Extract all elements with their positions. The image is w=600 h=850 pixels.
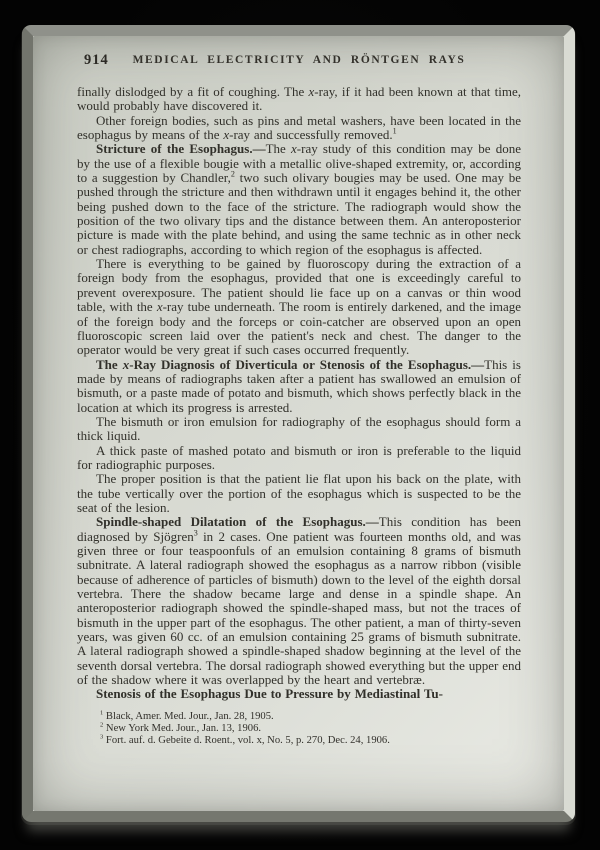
footnote: $^2$ New York Med. Jour., Jan. 13, 1906.: [100, 721, 262, 734]
paragraph: The bismuth or iron emulsion for radiography of the esophagus should form a thick liquid.: [77, 413, 521, 444]
paragraph: The x-Ray Diagnosis of Diverticula or Stenosis of the Esophagus.—This is made by means of radiographs taken after a patient has swallowed an emulsion of bismuth, or a paste made of potato and bismuth, which shows perfectly black in the location at which its progress is arrested.: [77, 356, 521, 415]
page-number: 914: [84, 52, 109, 68]
book-page: [22, 25, 575, 822]
paragraph: A thick paste of mashed potato and bismuth or iron is preferable to the liquid for radiographic purposes.: [77, 442, 521, 472]
paragraph: Stricture of the Esophagus.—The x-ray study of this condition may be done by the use of a flexible bougie with a metallic olive-shaped extremity, or, according to a suggestion by Chandler,$^2$ two such olivary bougies may be used. One may be pushed through the stricture and then withdrawn until it engages behind it, the other being pushed down to the face of the stricture. The radiograph would show the position of the two olivary tips and the distance between them. An anteroposterior picture is made with the plate behind, and using the same technic as in other neck or chest radiographs, according to which region of the esophagus is affected.: [77, 141, 522, 257]
paragraph: Other foreign bodies, such as pins and metal washers, have been located in the esophagus by means of the x-ray and successfully removed.$^1$: [77, 112, 521, 143]
page-surface: [33, 36, 564, 811]
paragraph: finally dislodged by a fit of coughing. The x-ray, if it had been known at that time, would probably have discovered it.: [77, 84, 521, 114]
footnote: $^1$ Black, Amer. Med. Jour., Jan. 28, 1905.: [100, 709, 274, 722]
footnote: $^3$ Fort. auf. d. Gebeite d. Roent., vol. x, No. 5, p. 270, Dec. 24, 1906.: [100, 733, 390, 747]
footnotes: [77, 711, 521, 748]
paragraph: The proper position is that the patient lie flat upon his back on the plate, with the tube vertically over the portion of the esophagus which is suspected to be the seat of the lesion.: [77, 471, 521, 515]
paragraph: There is everything to be gained by fluoroscopy during the extraction of a foreign body from the esophagus, provided that one is exceedingly careful to prevent overexposure. The patient should lie face up on a canvas or thin wood table, with the x-ray tube underneath. The room is entirely darkened, and the image of the foreign body and the forceps or coin-catcher are observed upon an open fluoroscopic screen laid over the patient's neck and chest. The danger to the operator would be very great if such cases occurred frequently.: [77, 256, 521, 358]
running-title: MEDICAL ELECTRICITY AND RÖNTGEN RAYS: [132, 54, 466, 66]
paragraph: Stenosis of the Esophagus Due to Pressure by Mediastinal Tu-: [96, 686, 443, 702]
running-header: [77, 50, 521, 72]
paragraph: Spindle-shaped Dilatation of the Esophagus.—This condition has been diagnosed by Sjögren$^3$ in 2 cases. One patient was fourteen months old, and was given three or four teaspoonfuls of an emulsion containing 8 grams of bismuth subnitrate. A lateral radiograph showed the esophagus as a narrow ribbon (visible because of adherence of particles of bismuth) down to the level of the eighth dorsal vertebra. There the shadow became large and dense in a spindle shape. An anteroposterior radiograph showed the spindle-shaped mass, but not the traces of bismuth in the upper part of the esophagus. The other patient, a man of thirty-seven years, was given 60 cc. of an emulsion containing 25 grams of bismuth subnitrate. A lateral radiograph showed a spindle-shaped shadow beginning at the level of the seventh dorsal vertebra. The dorsal radiograph showed everything but the upper end of the shadow where it was overlapped by the heart and vertebræ.: [77, 514, 521, 688]
page-body: [77, 85, 521, 702]
